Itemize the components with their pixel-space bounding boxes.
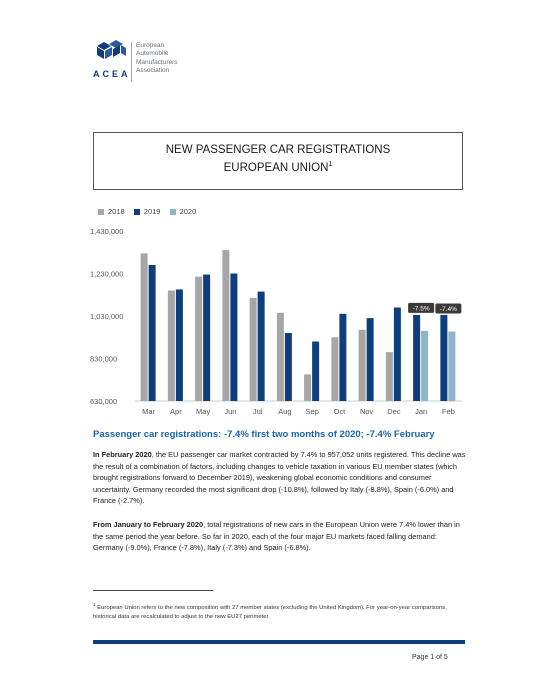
bar-2020-Feb xyxy=(448,332,455,401)
chart-legend xyxy=(98,207,203,216)
logo-wordmark: ACEA xyxy=(93,69,131,79)
footnote-text: European Union refers to the new composition with 27 member states (excluding the United Kingdom). For year-on-year comparisons, historical data are recalculated to adjust to the new EU27 perimeter. xyxy=(93,604,447,621)
bar-2018-Nov xyxy=(359,330,366,401)
annotation-label: -7.4% xyxy=(439,306,457,314)
bar-2019-Mar xyxy=(149,265,156,401)
legend-item-2019 xyxy=(134,207,161,216)
bar-2018-Aug xyxy=(277,313,284,401)
logo-line: European xyxy=(136,42,165,49)
bar-2018-May xyxy=(195,277,202,401)
legend-item-2020 xyxy=(170,207,197,216)
bar-2019-Apr xyxy=(176,289,183,401)
legend-swatch xyxy=(134,209,140,215)
bar-2019-Nov xyxy=(367,318,374,401)
y-tick-label: 630,000 xyxy=(90,397,118,406)
title-line-1: NEW PASSENGER CAR REGISTRATIONS xyxy=(165,144,391,156)
bar-2019-Jun xyxy=(230,274,237,402)
bar-2018-Apr xyxy=(168,291,175,402)
bar-2019-Dec xyxy=(394,308,401,402)
page-number: Page 1 of 5 xyxy=(412,654,448,661)
y-tick-label: 830,000 xyxy=(90,354,118,364)
annotation-label: -7.5% xyxy=(412,305,430,313)
logo-divider xyxy=(131,42,132,82)
x-tick-label: Apr xyxy=(170,407,182,416)
x-tick-label: Sep xyxy=(305,407,319,416)
x-tick-label: Nov xyxy=(359,407,374,416)
x-tick-label: Jul xyxy=(252,407,263,416)
footnote-divider xyxy=(93,590,213,591)
bar-2018-Jun xyxy=(222,250,229,401)
section-heading: Passenger car registrations: -7.4% first two months of 2020; -7.4% February xyxy=(93,429,435,440)
x-tick-label: Jun xyxy=(224,407,237,416)
bar-2018-Oct xyxy=(331,337,338,401)
x-tick-label: Oct xyxy=(333,407,346,416)
y-tick-label: 1,430,000 xyxy=(90,227,124,236)
paragraph-lead: In February 2020 xyxy=(93,450,152,459)
bar-2020-Jan xyxy=(421,331,428,401)
y-tick-label: 1,030,000 xyxy=(90,312,124,321)
bar-2018-Mar xyxy=(141,253,148,401)
bar-2019-Feb xyxy=(440,315,447,401)
bar-2019-Aug xyxy=(285,333,292,401)
paragraph-february xyxy=(93,449,467,507)
x-tick-label: Feb xyxy=(441,407,455,416)
bar-2019-Sep xyxy=(312,342,319,402)
x-tick-label: Jan xyxy=(415,407,428,416)
x-tick-label: Aug xyxy=(278,407,292,416)
title-line-2-text: EUROPEAN UNION xyxy=(223,161,329,174)
x-tick-label: May xyxy=(196,407,211,416)
footer-bar xyxy=(93,640,465,644)
logo-line: Automobile xyxy=(136,50,169,58)
bar-2018-Dec xyxy=(386,352,393,401)
x-tick-label: Dec xyxy=(387,407,401,416)
legend-swatch xyxy=(170,209,176,215)
bar-2019-Jul xyxy=(258,292,265,401)
bar-2019-May xyxy=(203,275,210,401)
legend-label: 2020 xyxy=(179,207,197,216)
footnote-marker: 1 xyxy=(328,161,333,168)
paragraph-ytd xyxy=(93,519,467,554)
title-line-2 xyxy=(94,161,462,174)
bar-2019-Jan xyxy=(413,315,420,401)
x-tick-label: Mar xyxy=(142,407,156,416)
legend-item-2018 xyxy=(98,207,125,216)
paragraph-body: , total registrations of new cars in the European Union were 7.4% lower than in the same period the year before. So far in 2020, each of the four major EU markets faced falling demand: Germany (-9.0%), France (-7.8%), Italy (-7.3%) and Spain (-6.8%). xyxy=(93,520,460,552)
y-tick-label: 1,230,000 xyxy=(90,269,124,279)
registrations-bar-chart xyxy=(90,225,470,420)
footnote-number: 1 xyxy=(93,602,96,607)
title-box xyxy=(93,132,463,190)
legend-label: 2019 xyxy=(143,207,161,216)
bar-2018-Sep xyxy=(304,374,311,401)
legend-swatch xyxy=(98,209,104,215)
logo-association-name xyxy=(136,42,178,75)
acea-logo xyxy=(93,40,213,85)
paragraph-body: , the EU passenger car market contracted by 7.4% to 957,052 units registered. This decline was the result of a combination of factors, including changes to vehicle taxation in various EU member states (which brought registrations forward to December 2019), weakening global economic conditions and consumer uncertainty. Germany recorded the most significant drop (-10.8%), followed by Italy (-8.8%), Spain (-6.0%) and France (-2.7%). xyxy=(93,450,466,505)
paragraph-lead: From January to February 2020 xyxy=(93,520,204,529)
bar-2018-Jul xyxy=(250,298,257,401)
legend-label: 2018 xyxy=(108,207,125,216)
footnote xyxy=(93,600,468,623)
logo-line: Manufacturers xyxy=(136,58,178,66)
acea-cube-icon xyxy=(93,40,127,66)
logo-line: Association xyxy=(136,66,170,74)
bar-2019-Oct xyxy=(339,314,346,401)
